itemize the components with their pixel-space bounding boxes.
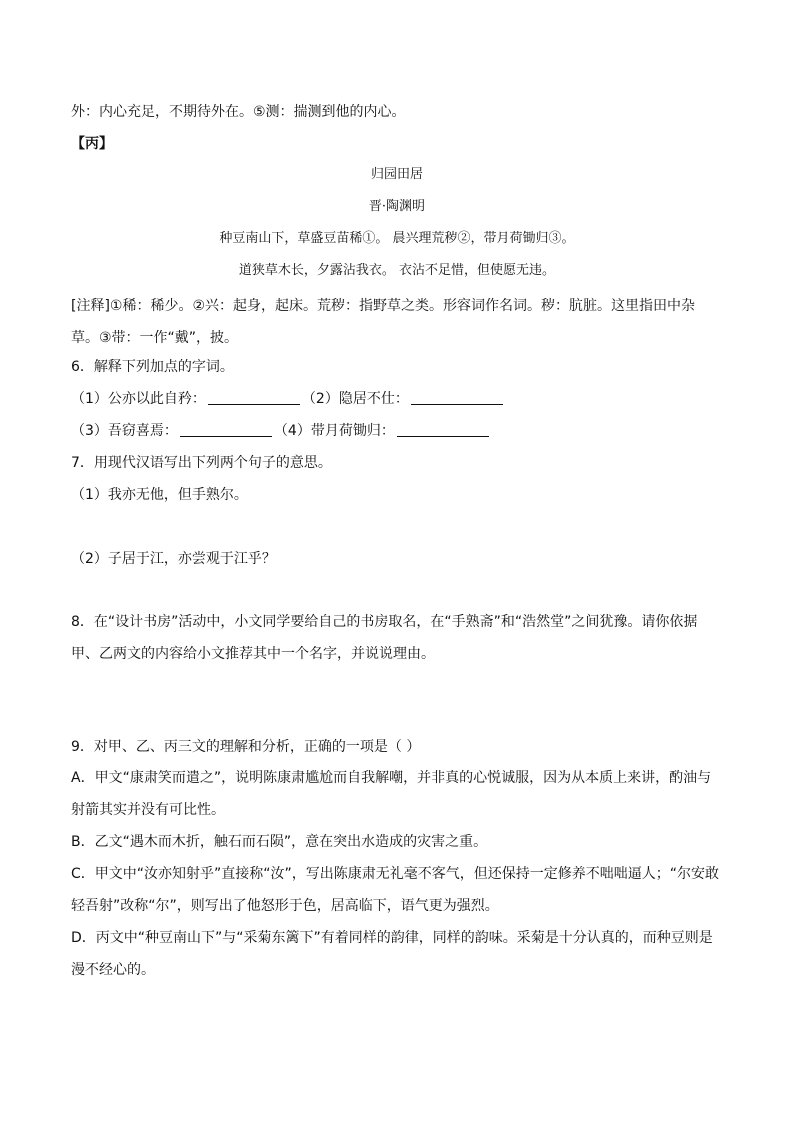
answer-blank-4[interactable] <box>397 422 489 437</box>
q9-option-d: D．丙文中“种豆南山下”与“采菊东篱下”有着同样的韵律，同样的韵味。采菊是十分认真的，而种豆则是漫不经心的。 <box>71 930 713 978</box>
q6-row-2 <box>71 421 491 441</box>
q6-row-1 <box>71 389 505 409</box>
q7-sentence-1: （1）我亦无他，但手熟尔。 <box>71 487 248 503</box>
poem-title: 归园田居 <box>370 167 423 182</box>
q9-option-c: C．甲文中“汝亦知射乎”直接称“汝”，写出陈康肃无礼毫不客气，但还保持一定修养不咄咄逼人；“尔安敢轻吾射”改称“尔”，则写出了他怒形于色，居高临下，语气更为强烈。 <box>71 866 720 914</box>
q6-item-1: （1）公亦以此自矜： <box>71 391 206 407</box>
q6-title: 6．解释下列加点的字词。 <box>71 359 234 375</box>
answer-blank-2[interactable] <box>411 390 503 405</box>
q7-title: 7．用现代汉语写出下列两个句子的意思。 <box>71 455 332 471</box>
answer-blank-1[interactable] <box>208 390 300 405</box>
top-note: 外：内心充足，不期待外在。⑤测：揣测到他的内心。 <box>71 104 406 120</box>
q9-title: 9．对甲、乙、丙三文的理解和分析，正确的一项是（ ） <box>71 739 421 755</box>
q9-option-b: B．乙文“遇木而木折，触石而石陨”，意在突出水造成的灾害之重。 <box>71 834 488 850</box>
q6-item-4: （4）带月荷锄归： <box>273 423 395 439</box>
poem-line-2: 道狭草木长，夕露沾我衣。 衣沾不足惜，但使愿无违。 <box>238 263 556 278</box>
poem-line-1: 种豆南山下，草盛豆苗稀①。 晨兴理荒秽②，带月荷锄归③。 <box>219 231 575 246</box>
q6-item-2: （2）隐居不仕： <box>301 391 409 407</box>
annotation: [注释]①稀：稀少。②兴：起身，起床。荒秽：指野草之类。形容词作名词。秽：肮脏。这里指田中杂草。③带：一作“戴”，披。 <box>71 298 696 346</box>
answer-blank-3[interactable] <box>180 422 272 437</box>
q6-item-3: （3）吾窃喜焉： <box>71 423 178 439</box>
poem-author: 晋·陶渊明 <box>368 199 426 214</box>
q9-option-a: A．甲文“康肃笑而遣之”，说明陈康肃尴尬而自我解嘲，并非真的心悦诚服，因为从本质上来讲，酌油与射箭其实并没有可比性。 <box>71 770 712 818</box>
q8-question: 8．在“设计书房”活动中，小文同学要给自己的书房取名，在“手熟斋”和“浩然堂”之间犹豫。请你依据甲、乙两文的内容给小文推荐其中一个名字，并说说理由。 <box>71 614 698 662</box>
section-label: 【丙】 <box>71 136 113 152</box>
q7-sentence-2: （2）子居于江，亦尝观于江乎？ <box>71 551 276 567</box>
